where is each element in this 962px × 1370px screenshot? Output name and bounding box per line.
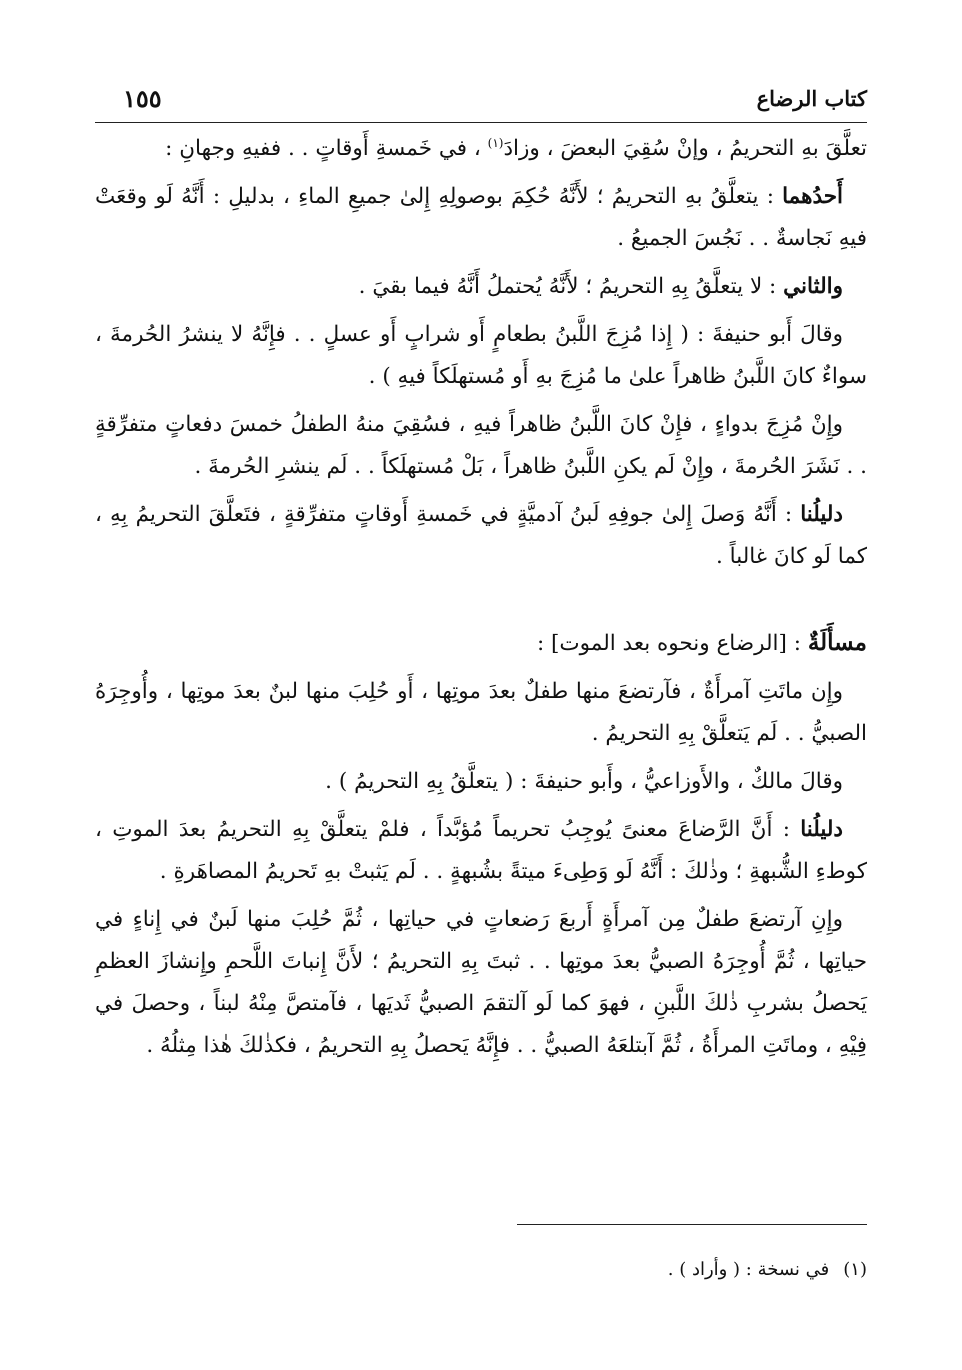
paragraph-text: تعلَّقَ بهِ التحريمُ ، وإنْ سُقِيَ البعضَ ، وزادَ bbox=[503, 136, 867, 161]
masala-title: : [الرضاع ونحوه بعد الموت] : bbox=[536, 631, 808, 656]
footnote-divider bbox=[517, 1224, 867, 1225]
paragraph-text: وإِنْ مُزِجَ بدواءٍ ، فإِنْ كانَ اللَّبنُ ظاهراً فيهِ ، فسُقِيَ منهُ الطفلُ خمسَ دفعاتٍ متفرِّقةٍ . . نَشَرَ الحُرمةَ ، وإِنْ لَم يكنِ اللَّبنُ ظاهراً ، بَلْ مُستهلَكاً . . لَم ينشرِ الحُرمةَ . bbox=[95, 412, 867, 479]
paragraph bbox=[95, 128, 867, 170]
paragraph-lead: أَحدُهما bbox=[782, 184, 843, 209]
paragraph bbox=[95, 314, 867, 398]
footnote-text: في نسخة : ( وأراد ) . bbox=[667, 1259, 830, 1280]
body-text bbox=[95, 128, 867, 1073]
paragraph-text: : أَنَّهُ وَصلَ إِلىٰ جوفِهِ لَبنُ آدميَّةٍ في خَمسةِ أَوقاتٍ متفرِّقةٍ ، فتَعلَّقَ التحريمُ بِهِ ، كما لَو كانَ غالباً . bbox=[95, 502, 867, 569]
paragraph-lead: دليلُنا bbox=[800, 817, 843, 842]
paragraph-text: وقالَ مالكٌ ، والأَوزاعيُّ ، وأَبو حنيفةَ : ( يتعلَّقُ بِهِ التحريمُ ) . bbox=[325, 769, 843, 794]
paragraph-text: وقالَ أَبو حنيفةَ : ( إِذا مُزِجَ اللَّبنُ بطعامٍ أَو شرابٍ أَو عسلٍ . . فإِنَّهُ لا ينشرُ الحُرمةَ ، سواءٌ كانَ اللَّبنُ ظاهراً علىٰ ما مُزِجَ بهِ أَو مُستهلَكاً فيهِ ) . bbox=[95, 322, 867, 389]
paragraph-text: ، في خَمسةِ أَوقاتٍ . . ففيهِ وجهانِ : bbox=[165, 136, 488, 161]
footnote-reference: (١) bbox=[487, 135, 504, 150]
paragraph bbox=[95, 899, 867, 1067]
paragraph-text: : يتعلَّقُ بهِ التحريمُ ؛ لأَنَّهُ حُكِمَ بوصولِهِ إِلىٰ جميعِ الماءِ ، بدليلِ : أَنَّهُ لَو وقعَتْ فيهِ نَجاسةٌ . . نَجُسَ الجميعُ . bbox=[95, 184, 867, 251]
paragraph bbox=[95, 176, 867, 260]
paragraph-text: وإِنِ آرتضعَ طفلٌ مِن آمرأَةٍ أَربعَ رَضعاتٍ في حياتِها ، ثُمَّ حُلِبَ منها لَبنٌ في إِناءٍ في حياتِها ، ثُمَّ أُوجِرَهُ الصبيُّ بعدَ موتِها . . ثبتَ بِهِ التحريمُ ؛ لأَنَّ إِنباتَ اللَّحمِ وإِنشازَ العظمِ يَحصلُ بشربِ ذٰلكَ اللَّبنِ ، فهوَ كما لَو آلتقمَ الصبيُّ ثَديَها ، فآمتصَّ مِنْهُ لبناً ، وحصلَ في فِيْهِ ، وماتَتِ المرأَةُ ، ثُمَّ آبتلعَهُ الصبيُّ . . فإِنَّهُ يَحصلُ بِهِ التحريمُ ، فكذٰلكَ هٰذا مِثلُهُ . bbox=[95, 907, 867, 1058]
page-header bbox=[95, 82, 867, 123]
page-number: ١٥٥ bbox=[123, 84, 162, 113]
footnote bbox=[668, 1256, 867, 1284]
paragraph-lead: والثاني bbox=[783, 274, 843, 299]
masala-heading bbox=[95, 622, 867, 665]
paragraph bbox=[95, 494, 867, 578]
paragraph bbox=[95, 809, 867, 893]
paragraph bbox=[95, 404, 867, 488]
paragraph-text: وإِن ماتَتِ آمرأَةٌ ، فآرتضعَ منها طفلٌ بعدَ موتِها ، أَو حُلِبَ منها لبنٌ بعدَ موتِها ، وأُوجِرَهُ الصبيُّ . . لَم يَتعلَّقْ بِهِ التحريمُ . bbox=[95, 679, 867, 746]
paragraph-text: : أَنَّ الرَّضاعَ معنىً يُوجِبُ تحريماً مُؤبَّداً ، فلمْ يتعلَّقْ بِهِ التحريمُ بعدَ الموتِ ، كوطءِ الشُّبهةِ ؛ وذٰلكَ : أَنَّهُ لَو وَطِىءَ ميتةً بشُبهةٍ . . لَم يَثبتْ بهِ تَحريمُ المصاهَرةِ . bbox=[95, 817, 867, 884]
paragraph bbox=[95, 671, 867, 755]
masala-lead: مسأَلَةٌ bbox=[807, 629, 867, 656]
footnote-number: (١) bbox=[843, 1259, 867, 1280]
paragraph-lead: دليلُنا bbox=[800, 502, 843, 527]
document-page bbox=[95, 70, 867, 1310]
paragraph bbox=[95, 761, 867, 803]
paragraph bbox=[95, 266, 867, 308]
paragraph-text: : لا يتعلَّقُ بِهِ التحريمُ ؛ لأَنَّهُ يُحتملُ أَنَّهُ فيما بقيَ . bbox=[358, 274, 784, 299]
running-title: كتاب الرضاع bbox=[756, 86, 867, 111]
